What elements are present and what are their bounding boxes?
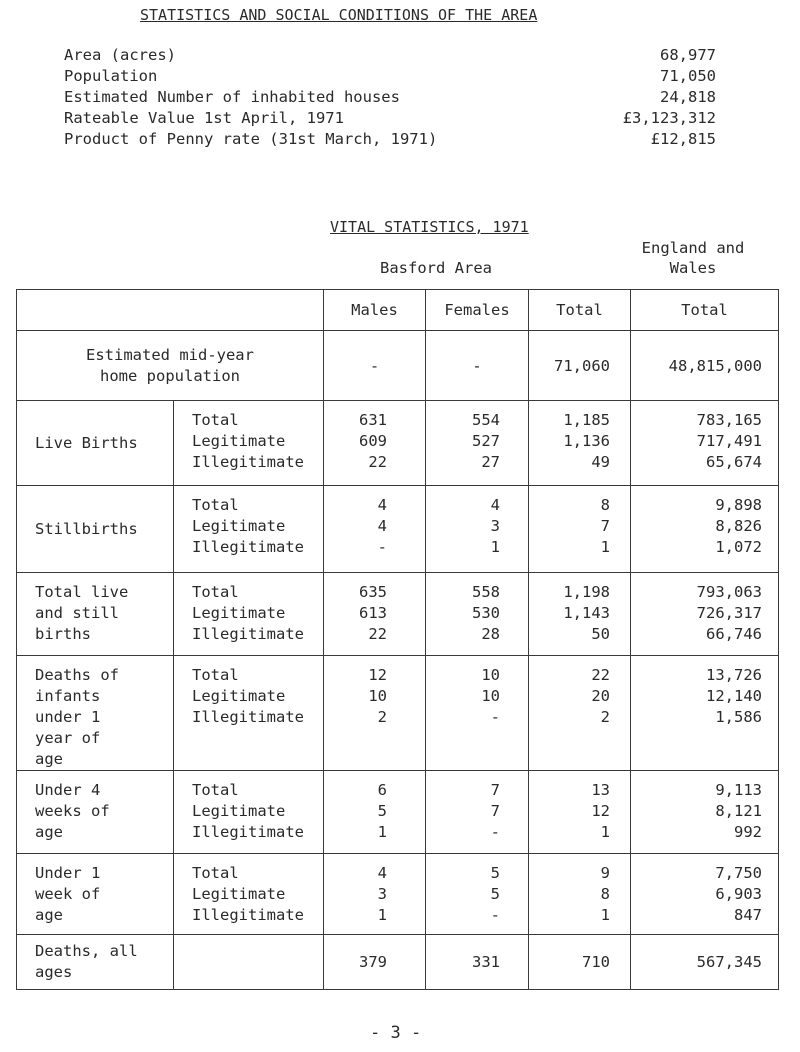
males-cell: 379 [324,935,426,990]
males-cell-line: 12 [368,666,387,684]
summary-value: 68,977 [660,46,716,64]
summary-value: £12,815 [650,130,716,148]
column-header-females: Females [426,290,529,331]
total-cell-line: 49 [591,453,610,471]
males-cell [324,486,426,573]
ew-total-cell-line: 12,140 [706,687,762,705]
ew-total-cell-line: 8,121 [715,802,762,820]
summary-label: Estimated Number of inhabited houses [64,88,400,106]
males-cell [324,854,426,935]
type-cell-line: Legitimate [192,432,286,450]
males-cell-line: 4 [377,517,387,535]
females-cell-line: - [490,708,500,726]
females-cell-line: 3 [490,517,500,535]
males-cell-line: - [377,538,387,556]
ew-total-cell-line: 65,674 [706,453,762,471]
summary-row [64,87,716,108]
type-cell [174,486,324,573]
total-cell-line: 22 [591,666,610,684]
section-label-line: and still [35,604,119,622]
column-header-total: Total [529,290,631,331]
ew-total-cell [631,771,779,854]
column-header-males: Males [324,290,426,331]
section-label-line: Deaths, all [35,942,138,960]
type-cell [174,573,324,656]
summary-label: Product of Penny rate (31st March, 1971) [64,130,438,148]
total-cell-line: 8 [600,496,610,514]
section-label-line: under 1 [35,708,101,726]
section-row [17,656,779,771]
males-cell-line: 4 [377,496,387,514]
section-label-line: Total live [35,583,129,601]
females-cell [426,771,529,854]
total-cell [529,486,631,573]
males-cell-line: 635 [359,583,387,601]
summary-row [64,129,716,150]
type-cell-line: Legitimate [192,885,286,903]
section-label [17,854,174,935]
ew-total-cell-line: 66,746 [706,625,762,643]
females-cell [426,573,529,656]
females-cell-line: 28 [481,625,500,643]
type-cell-line: Total [192,666,239,684]
england-wales-heading [618,238,768,278]
males-cell-line: 10 [368,687,387,705]
summary-row [64,108,716,129]
section-label-line: Stillbirths [35,519,138,538]
basford-area-heading: Basford Area [380,259,492,277]
males-cell-line: 1 [377,823,387,841]
type-cell-line: Total [192,496,239,514]
females-cell-line: 1 [490,538,500,556]
section-label-line: Live Births [35,433,138,452]
males-cell [324,656,426,771]
summary-value: 24,818 [660,88,716,106]
summary-label: Area (acres) [64,46,176,64]
section-label [17,573,174,656]
column-header-ew-total: Total [631,290,779,331]
section-label-line: Under 4 [35,781,101,799]
females-cell-line: 530 [472,604,500,622]
section-row [17,854,779,935]
blank-cell [174,935,324,990]
females-cell-line: - [490,823,500,841]
section-label-line: births [35,625,91,643]
females-cell-line: 5 [490,885,500,903]
type-cell-line: Legitimate [192,687,286,705]
females-cell-line: 7 [490,781,500,799]
total-cell-line: 20 [591,687,610,705]
females-cell-line: 554 [472,411,500,429]
section-row [17,573,779,656]
males-cell-line: 613 [359,604,387,622]
total-cell-line: 1,143 [563,604,610,622]
females-cell [426,656,529,771]
total-cell: 71,060 [529,331,631,401]
type-cell-line: Illegitimate [192,708,304,726]
males-cell-line: 22 [368,625,387,643]
ew-total-cell: 48,815,000 [631,331,779,401]
section-label-line: age [35,906,63,924]
total-cell [529,656,631,771]
type-cell [174,401,324,486]
total-cell-line: 1,136 [563,432,610,450]
section-label-line: infants [35,687,101,705]
table-header-row [17,290,779,331]
section-label-line: ages [35,963,73,981]
males-cell [324,771,426,854]
females-cell-line: 527 [472,432,500,450]
ew-total-cell-line: 992 [734,823,762,841]
males-cell-line: 631 [359,411,387,429]
type-cell-line: Illegitimate [192,823,304,841]
type-cell-line: Total [192,781,239,799]
type-cell [174,854,324,935]
ew-total-cell [631,401,779,486]
total-cell-line: 1 [600,538,610,556]
males-cell-line: 6 [377,781,387,799]
total-cell-line: 1,185 [563,411,610,429]
total-cell-line: 7 [600,517,610,535]
summary-row [64,66,716,87]
type-cell-line: Legitimate [192,604,286,622]
males-cell-line: 22 [368,453,387,471]
females-cell-line: 5 [490,864,500,882]
females-cell-line: - [490,906,500,924]
ew-total-cell [631,486,779,573]
ew-total-cell-line: 726,317 [696,604,762,622]
type-cell-line: Total [192,411,239,429]
ew-total-cell [631,854,779,935]
ew-total-cell [631,656,779,771]
row-label-line: home population [100,366,240,385]
summary-value: 71,050 [660,67,716,85]
section-label-line: age [35,823,63,841]
deaths-all-ages-row [17,935,779,990]
total-cell-line: 13 [591,781,610,799]
total-cell [529,573,631,656]
males-cell [324,401,426,486]
total-cell-line: 1,198 [563,583,610,601]
summary-value: £3,123,312 [622,109,716,127]
summary-label: Population [64,67,158,85]
section-label [17,656,174,771]
males-cell-line: 609 [359,432,387,450]
page-heading: STATISTICS AND SOCIAL CONDITIONS OF THE AREA [140,6,538,24]
females-cell [426,401,529,486]
females-cell-line: 7 [490,802,500,820]
row-label [17,331,324,401]
males-cell [324,573,426,656]
females-cell-line: 4 [490,496,500,514]
estimated-population-row [17,331,779,401]
total-cell [529,401,631,486]
section-label [17,771,174,854]
section-label-line: year of [35,729,101,747]
females-cell-line: 27 [481,453,500,471]
type-cell-line: Total [192,864,239,882]
summary-block [64,45,716,150]
page-number: - 3 - [370,1023,422,1043]
ew-total-cell-line: 6,903 [715,885,762,903]
ew-total-cell-line: 793,063 [696,583,762,601]
section-row [17,486,779,573]
summary-row [64,45,716,66]
ew-total-cell-line: 13,726 [706,666,762,684]
total-cell-line: 1 [600,906,610,924]
row-label-line: Estimated mid-year [86,345,254,364]
type-cell [174,771,324,854]
total-cell-line: 8 [600,885,610,903]
males-cell-line: 3 [377,885,387,903]
section-label-line: age [35,750,63,768]
ew-total-cell: 567,345 [631,935,779,990]
females-cell [426,854,529,935]
type-cell-line: Illegitimate [192,625,304,643]
section-row [17,771,779,854]
total-cell-line: 12 [591,802,610,820]
section-label-line: weeks of [35,802,110,820]
vital-statistics-heading: VITAL STATISTICS, 1971 [330,218,529,236]
type-cell-line: Legitimate [192,517,286,535]
males-cell-line: 1 [377,906,387,924]
males-cell-line: 4 [377,864,387,882]
total-cell-line: 2 [600,708,610,726]
blank-header-cell [17,290,324,331]
type-cell-line: Illegitimate [192,538,304,556]
males-cell-line: 5 [377,802,387,820]
total-cell [529,771,631,854]
ew-total-cell-line: 783,165 [696,411,762,429]
ew-total-cell-line: 9,113 [715,781,762,799]
total-cell-line: 9 [600,864,610,882]
males-cell-line: 2 [377,708,387,726]
section-label-line: Deaths of [35,666,119,684]
type-cell [174,656,324,771]
ew-total-cell-line: 8,826 [715,517,762,535]
ew-total-cell-line: 847 [734,906,762,924]
females-cell-line: 10 [481,666,500,684]
total-cell: 710 [529,935,631,990]
type-cell-line: Total [192,583,239,601]
females-cell: - [426,331,529,401]
type-cell-line: Legitimate [192,802,286,820]
ew-total-cell-line: 9,898 [715,496,762,514]
males-cell: - [324,331,426,401]
england-wales-heading-line: Wales [669,259,717,277]
ew-total-cell-line: 1,586 [715,708,762,726]
ew-total-cell [631,573,779,656]
section-label [17,401,174,486]
england-wales-heading-line: England and [641,239,745,257]
total-cell-line: 50 [591,625,610,643]
section-label [17,935,174,990]
ew-total-cell-line: 717,491 [696,432,762,450]
ew-total-cell-line: 7,750 [715,864,762,882]
section-label-line: week of [35,885,101,903]
females-cell-line: 558 [472,583,500,601]
section-label [17,486,174,573]
ew-total-cell-line: 1,072 [715,538,762,556]
type-cell-line: Illegitimate [192,906,304,924]
females-cell-line: 10 [481,687,500,705]
vital-statistics-table [16,289,779,990]
total-cell-line: 1 [600,823,610,841]
type-cell-line: Illegitimate [192,453,304,471]
females-cell: 331 [426,935,529,990]
summary-label: Rateable Value 1st April, 1971 [64,109,344,127]
females-cell [426,486,529,573]
section-row [17,401,779,486]
total-cell [529,854,631,935]
section-label-line: Under 1 [35,864,101,882]
